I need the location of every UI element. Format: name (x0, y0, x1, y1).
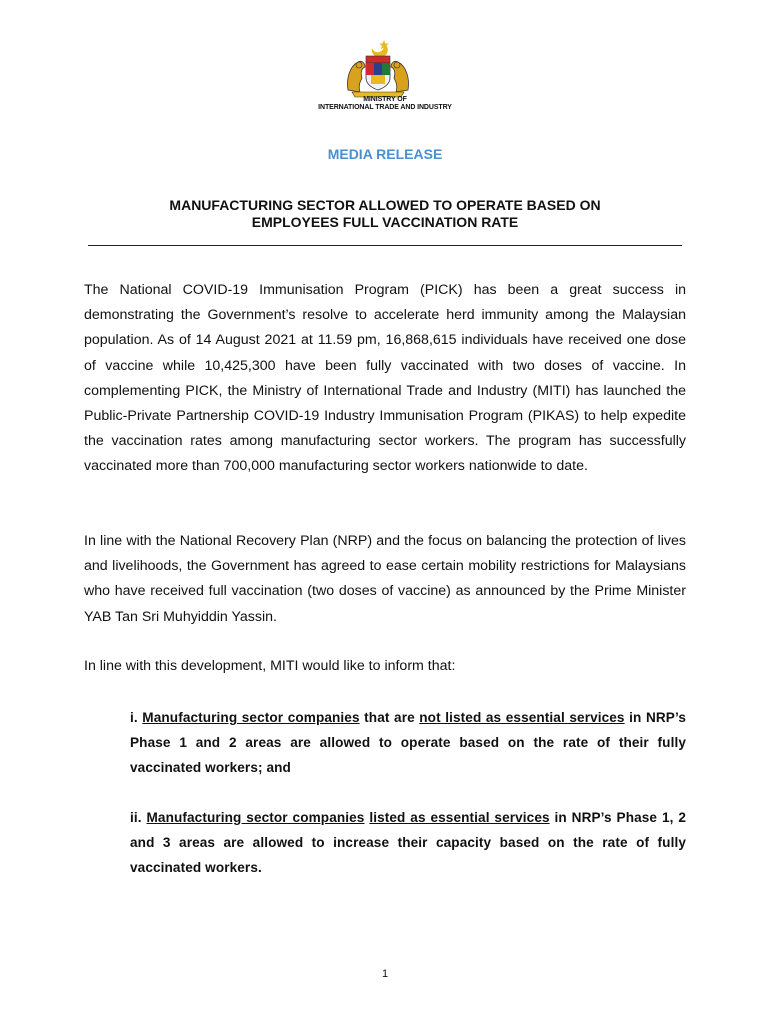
item-rest: in NRP’s Phase 1, 2 and 3 areas are allowed to increase their capacity based on the rate of fully vaccinated workers. (130, 810, 686, 876)
paragraph-pick-success: The National COVID-19 Immunisation Program (PICK) has been a great success in demonstrating the Government’s resolve to accelerate herd immunity among the Malaysian population. As of 14 August 2021 at 11.59 pm, 16,868,615 individuals have received one dose of vaccine while 10,425,300 have been fully vaccinated with two doses of vaccine. In complementing PICK, the Ministry of International Trade and Industry (MITI) has launched the Public-Private Partnership COVID-19 Industry Immunisation Program (PIKAS) to help expedite the vaccination rates among manufacturing sector workers. The program has successfully vaccinated more than 700,000 manufacturing sector workers nationwide to date. (84, 282, 686, 475)
paragraph-inform: In line with this development, MITI would like to inform that: (84, 658, 456, 674)
item-underlined-status: not listed as essential services (419, 710, 625, 725)
coat-of-arms-logo (338, 38, 418, 98)
item-prefix: i. (130, 710, 143, 725)
paragraph-nrp: In line with the National Recovery Plan (NRP) and the focus on balancing the protection of lives and livelihoods, the Government has agreed to ease certain mobility restrictions for Malaysians who have received full vaccination (two doses of vaccine) as announced by the Prime Minister YAB Tan Sri Muhyiddin Yassin. (84, 533, 686, 625)
item-underlined-subject: Manufacturing sector companies (146, 810, 365, 825)
list-item (130, 705, 686, 781)
item-underlined-status: listed as essential services (369, 810, 550, 825)
headline (90, 197, 680, 231)
item-connector: that are (359, 710, 420, 725)
item-rest: in NRP’s Phase 1 and 2 areas are allowed to operate based on the rate of their fully vaccinated workers; and (130, 710, 686, 776)
headline-line-2: EMPLOYEES FULL VACCINATION RATE (251, 214, 519, 230)
page-number: 1 (381, 968, 389, 980)
item-prefix: ii. (130, 810, 147, 825)
media-release-label: MEDIA RELEASE (327, 146, 443, 162)
ministry-name (300, 96, 470, 112)
ministry-line-2: INTERNATIONAL TRADE AND INDUSTRY (318, 104, 452, 111)
ministry-line-1: MINISTRY OF (363, 96, 407, 103)
list-item (130, 805, 686, 881)
headline-line-1: MANUFACTURING SECTOR ALLOWED TO OPERATE BASED ON (169, 197, 601, 213)
item-underlined-subject: Manufacturing sector companies (142, 710, 360, 725)
divider (88, 245, 682, 246)
